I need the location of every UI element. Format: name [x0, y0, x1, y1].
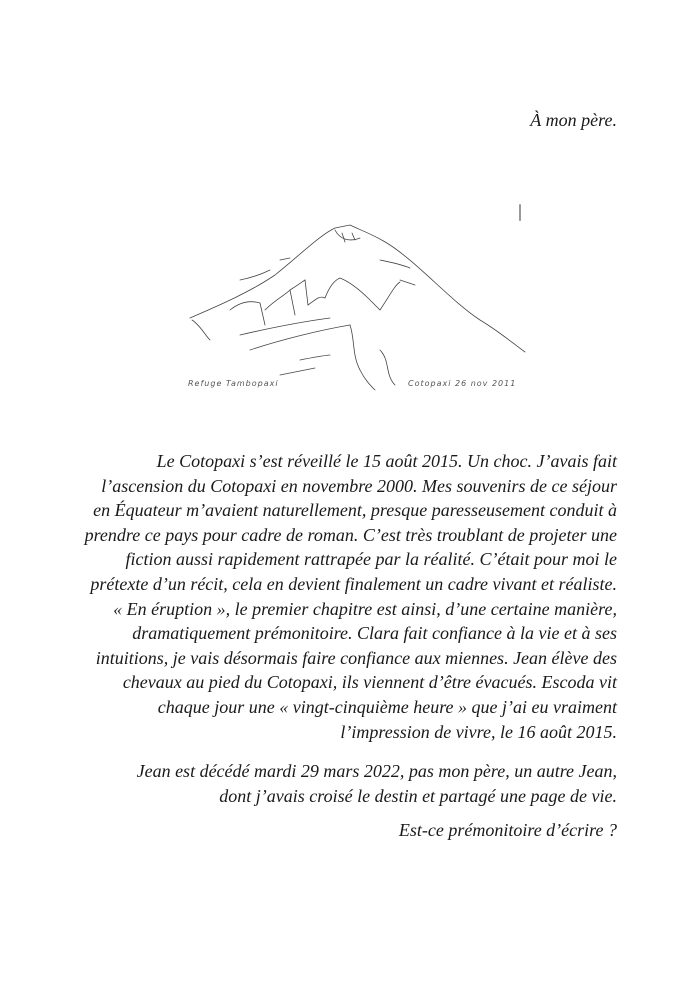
text-line: dramatiquement prémonitoire. Clara fait confiance à la vie et à ses	[132, 623, 617, 644]
cotopaxi-sketch	[180, 200, 540, 400]
text-line: prendre ce pays pour cadre de roman. C’est très troublant de projeter une	[84, 524, 617, 545]
text-line: l’impression de vivre, le 16 août 2015.	[340, 721, 617, 742]
paragraph-3	[399, 818, 617, 843]
paragraph-1	[85, 449, 617, 744]
text-line: l’ascension du Cotopaxi en novembre 2000. Mes souvenirs de ce séjour	[101, 475, 617, 496]
text-line: dont j’avais croisé le destin et partagé une page de vie.	[219, 785, 617, 806]
text-line: intuitions, je vais désormais faire confiance aux miennes. Jean élève des	[95, 647, 617, 668]
sketch-caption-right: Cotopaxi 26 nov 2011	[408, 379, 517, 388]
text-line: chaque jour une « vingt-cinquième heure » que j’ai eu vraiment	[157, 696, 617, 717]
text-line: en Équateur m’avaient naturellement, presque paresseusement conduit à	[93, 500, 617, 521]
dedication: À mon père.	[530, 110, 617, 130]
text-line: prétexte d’un récit, cela en devient finalement un cadre vivant et réaliste.	[90, 573, 617, 594]
text-line: Est-ce prémonitoire d’écrire ?	[398, 820, 617, 840]
text-line: Le Cotopaxi s’est réveillé le 15 août 2015. Un choc. J’avais fait	[156, 451, 617, 471]
text-line: fiction aussi rapidement rattrapée par la réalité. C’était pour moi le	[125, 549, 617, 570]
paragraph-2	[137, 759, 617, 808]
text-line: « En éruption », le premier chapitre est ainsi, d’une certaine manière,	[113, 598, 617, 619]
sketch-caption-left: Refuge Tambopaxi	[188, 379, 279, 388]
text-line: Jean est décédé mardi 29 mars 2022, pas mon père, un autre Jean,	[136, 761, 617, 781]
text-line: chevaux au pied du Cotopaxi, ils viennent d’être évacués. Escoda vit	[122, 672, 617, 693]
